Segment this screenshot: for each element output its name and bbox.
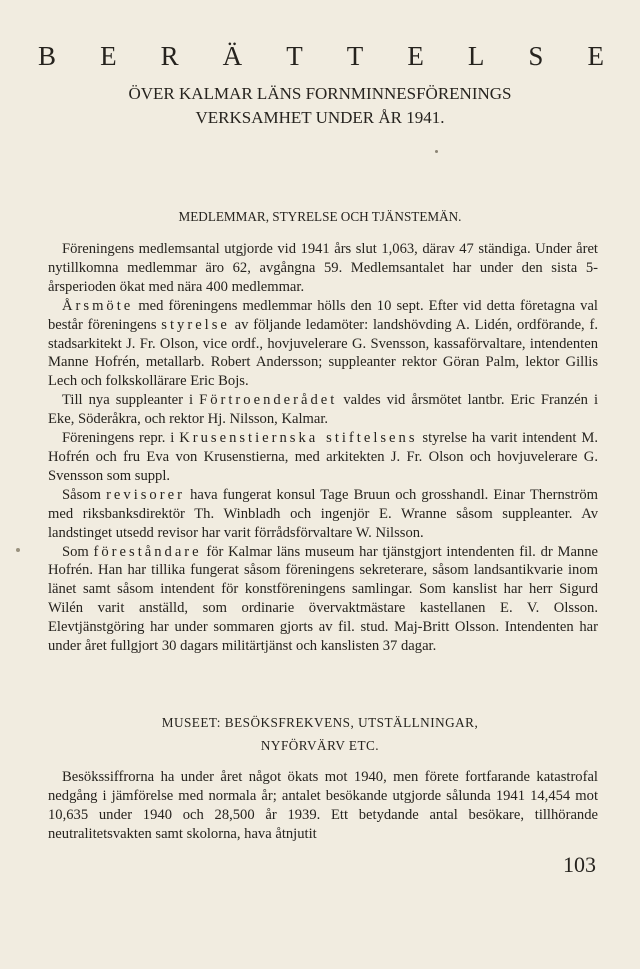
document-title (38, 40, 604, 72)
title-letter: L (467, 41, 485, 71)
title-letter: E (587, 41, 604, 71)
section-heading-museum-line-1: MUSEET: BESÖKSFREKVENS, UTSTÄLLNINGAR, (161, 715, 479, 730)
title-letter: E (407, 41, 424, 71)
section-body-museum (48, 768, 598, 844)
spaced-term: styrelse (161, 316, 230, 333)
page-number: 103 (563, 852, 596, 877)
spaced-term: föreståndare (93, 543, 202, 560)
subtitle-line-1: ÖVER KALMAR LÄNS FORNMINNESFÖRENINGS (128, 84, 512, 103)
title-letter: R (160, 41, 179, 71)
paragraph: Föreningens medlemsantal utgjorde vid 1941 års slut 1,063, därav 47 ständiga. Under året nytillkomna medlemmar äro 62, avgångna 59. Medlemsantalet har under den sista 5-årsperioden ökat med nära 400 medlemmar. (48, 241, 598, 295)
spaced-term: Krusenstiernska stiftelsens (179, 430, 418, 447)
paragraph: Besökssiffrorna ha under året något ökats mot 1940, men förete fortfarande katastrofal nedgång i jämförelse med normala år; antalet besökande utgjorde sålunda 1941 14,454 mot 10,635 under 1940 och 28,500 år 1939. Ett betydande antal besökare, tillhörande neutralitetsvakten samt skolorna, hava åtnjutit (48, 769, 598, 842)
title-letter: T (286, 41, 303, 71)
paragraph: Till nya suppleanter i Förtroenderådet valdes vid årsmötet lantbr. Eric Franzén i Eke, Söderåkra, och rektor Hj. Nilsson, Kalmar. (48, 392, 598, 428)
section-body-members (48, 240, 598, 656)
spaced-term: Årsmöte (62, 297, 134, 314)
title-letter: Ä (222, 41, 243, 71)
title-letter: E (100, 41, 117, 71)
spaced-term: revisorer (106, 486, 185, 503)
subtitle-line-2: VERKSAMHET UNDER ÅR 1941. (195, 108, 445, 127)
section-heading-museum-line-2: NYFÖRVÄRV ETC. (260, 738, 380, 753)
title-letter: T (346, 41, 364, 71)
paragraph: Årsmöte med föreningens medlemmar hölls den 10 sept. Efter vid detta företagna val består föreningens styrelse av följande ledamöter: landshövding A. Lidén, ordförande, f. stadsarkitekt J. Fr. Olson, vice ordf., hovjuvelerare G. Svensson, kassaförvaltare, intendenten Manne Hofrén, metallarb. Robert Andersson; suppleanter rektor Göran Palm, lektor Gillis Lech och folkskollärare Eric Bojs. (48, 297, 598, 390)
ink-speck (435, 150, 438, 153)
spaced-term: Förtroenderådet (199, 392, 338, 409)
section-heading-members: MEDLEMMAR, STYRELSE OCH TJÄNSTEMÄN. (178, 209, 462, 224)
title-letter: S (528, 41, 544, 71)
paragraph: Som föreståndare för Kalmar läns museum har tjänstgjort intendenten fil. dr Manne Hofrén. Han har tillika fungerat såsom föreningens sekreterare, såsom landsantikvarie inom länet samt såsom intendent för konstföreningens samlingar. Som kanslist har herr Sigurd Wilén varit anställd, som ordinarie övervaktmästare kastellanen E. V. Olsson. Elevtjänstgöring har under sommaren gjorts av fil. stud. Maj-Britt Olsson. Intendenten har under året fullgjort 30 dagars militärtjänst och kanslisten 37 dagar. (48, 543, 598, 655)
margin-speck (16, 548, 20, 552)
title-letter: B (38, 41, 57, 71)
paragraph: Föreningens repr. i Krusenstiernska stiftelsens styrelse ha varit intendent M. Hofrén och fru Eva von Krusenstierna, med arkitekten J. Fr. Olson och hovjuvelerare G. Svensson som suppl. (48, 430, 598, 484)
paragraph: Såsom revisorer hava fungerat konsul Tage Bruun och grosshandl. Einar Thernström med riksbanksdirektör Th. Winbladh och ingenjör E. Wranne såsom suppleanter. Av landstinget utsedd revisor har varit förrådsförvaltare W. Nilsson. (48, 486, 598, 541)
